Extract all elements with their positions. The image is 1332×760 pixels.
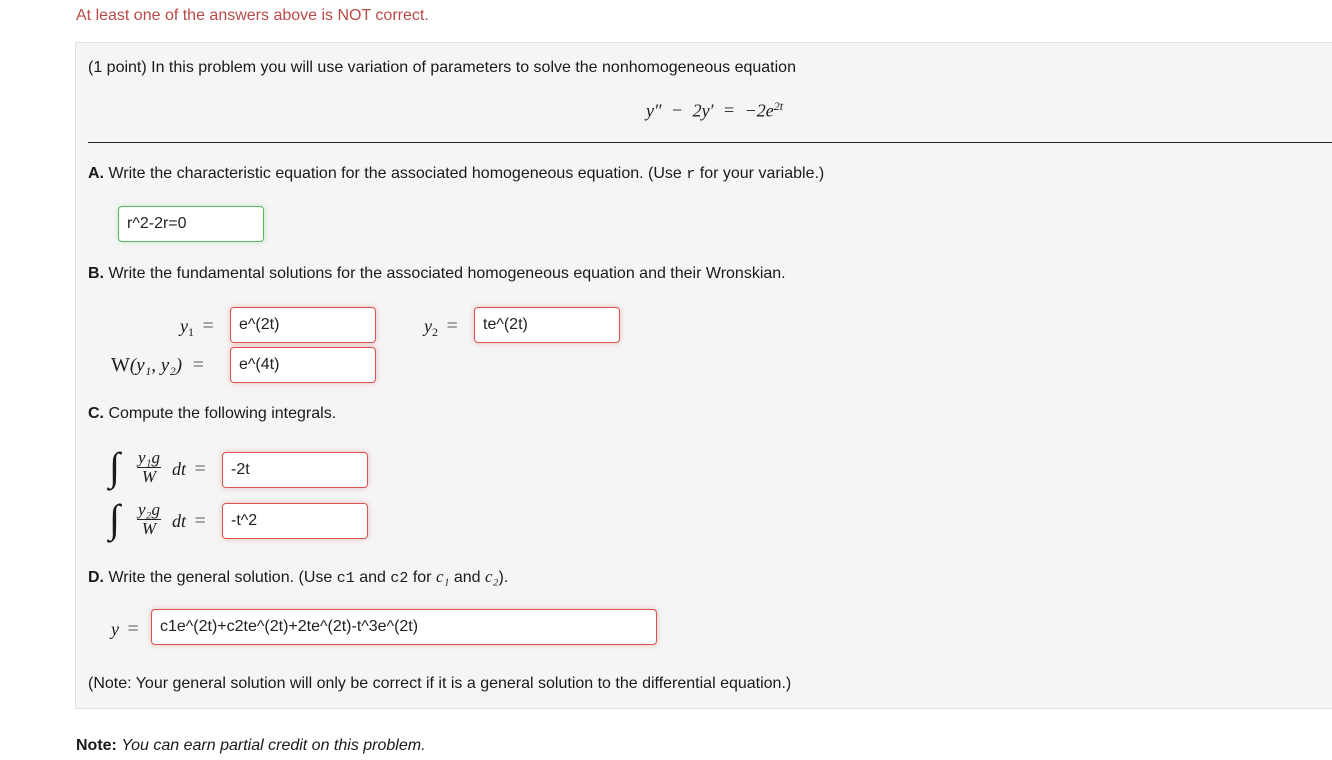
wronskian-input[interactable]: e^(4t) xyxy=(230,347,376,383)
integral-2-input[interactable]: -t^2 xyxy=(222,503,368,539)
part-d-prompt: D. Write the general solution. (Use c1 and c2 for c₁ and c₂). xyxy=(88,567,509,587)
y1-input[interactable]: e^(2t) xyxy=(230,307,376,343)
feedback-alert: At least one of the answers above is NOT correct. xyxy=(76,7,429,24)
y2-label: $y_2$ = xyxy=(424,315,458,340)
general-solution-input[interactable]: c1e^(2t)+c2te^(2t)+2te^(2t)-t^3e^(2t) xyxy=(151,609,657,645)
partial-credit-note: Note: You can earn partial credit on this problem. xyxy=(76,737,426,754)
characteristic-equation-input[interactable]: r^2-2r=0 xyxy=(118,206,264,242)
integral-sign-1: ∫ xyxy=(109,444,120,489)
dt-label-1: dt = xyxy=(172,458,206,480)
problem-panel xyxy=(75,42,1332,709)
fraction-y2g-over-w: $\frac{\text{y₂g}}{W}$ xyxy=(138,500,160,538)
integral-1-input[interactable]: -2t xyxy=(222,452,368,488)
separator-line xyxy=(88,142,1332,143)
general-solution-footnote: (Note: Your general solution will only be correct if it is a general solution to the differential equation.) xyxy=(88,675,792,692)
part-c-prompt: C. Compute the following integrals. xyxy=(88,405,337,422)
general-solution-label: y = xyxy=(111,618,139,640)
fraction-y1g-over-w: $\frac{\text{y₁g}}{W}$ xyxy=(138,448,160,486)
y2-input[interactable]: te^(2t) xyxy=(474,307,620,343)
part-a-prompt: A. Write the characteristic equation for the associated homogeneous equation. (Use r for your variable.) xyxy=(88,165,825,183)
differential-equation: $y'' - 2y' = -2e^{2t}$ xyxy=(646,99,784,121)
y1-label: $y_1$ = xyxy=(180,315,214,340)
integral-sign-2: ∫ xyxy=(109,496,120,541)
wronskian-label: W(y₁, y₂) = xyxy=(111,354,204,376)
problem-intro: (1 point) In this problem you will use variation of parameters to solve the nonhomogeneous equation xyxy=(88,59,796,76)
part-b-prompt: B. Write the fundamental solutions for the associated homogeneous equation and their Wronskian. xyxy=(88,265,786,282)
dt-label-2: dt = xyxy=(172,510,206,532)
